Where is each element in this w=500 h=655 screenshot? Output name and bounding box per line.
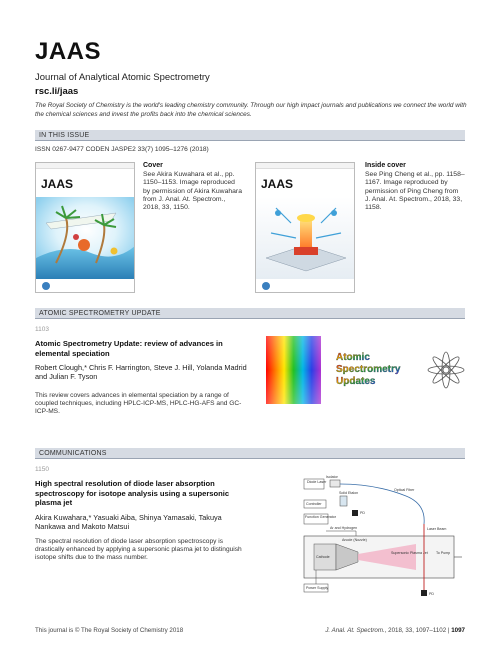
page-number: 1103 [35,326,49,333]
asu-logo-line-1: Atomic [336,352,370,363]
article-title-link[interactable]: High spectral resolution of diode laser absorption spectroscopy for isotope analysis using a supersonic plasma jet [35,479,230,507]
article-authors: Akira Kuwahara,* Yasuaki Aiba, Shinya Yamasaki, Takuya Nankawa and Makoto Matsui [35,513,222,531]
footer-citation: J. Anal. At. Spectrom., 2018, 33, 1097–1102 | 1097 [325,627,465,634]
inside-cover-thumb-title: JAAS [261,177,294,191]
asu-logo-line-2: Spectrometry [336,364,401,375]
issn-line: ISSN 0267-9477 CODEN JASPE2 33(7) 1095–1276 (2018) [35,146,209,153]
journal-name: Journal of Analytical Atomic Spectrometry [35,72,210,83]
footer-copyright: This journal is © The Royal Society of Chemistry 2018 [35,627,184,634]
page-number: 1150 [35,466,49,473]
inside-cover-title: Inside cover [365,162,406,169]
journal-url-link[interactable]: rsc.li/jaas [35,86,79,97]
atomic-spectrometry-update-graphic [266,336,476,404]
diagram-label-to-pump: To Pump [436,551,451,555]
asu-logo-line-3: Updates [336,376,376,387]
diagram-label-solid-etalon: Solid Etalon [339,491,359,495]
diagram-label-controller: Controller [306,502,322,506]
footer-page-number: 1097 [451,627,465,634]
section-heading-in-this-issue: IN THIS ISSUE [35,130,465,141]
cover-thumb-title: JAAS [41,177,74,191]
diagram-label-anode-nozzle: Anode (Nozzle) [342,538,367,542]
inside-cover-description: See Ping Cheng et al., pp. 1158–1167. Image reproduced by permission of Ping Cheng from J. Anal. At. Spectrom., 2018, 33, 1158. [365,171,465,212]
diagram-label-optical-fiber: Optical Fiber [394,488,415,492]
inside-cover-image [255,162,355,293]
cover-image [35,162,135,293]
diagram-label-isolator: Isolator [326,475,338,479]
diagram-label-pd-bottom: PD [429,592,434,596]
cover-artwork [36,163,135,293]
diagram-label-laser-beam: Laser Beam [427,527,447,531]
cover-description: See Akira Kuwahara et al., pp. 1150–1153. Image reproduced by permission of Akira Kuwahara from J. Anal. At. Spectrom., 2018, 33, 1150. [143,171,242,212]
article-authors: Robert Clough,* Chris F. Harrington, Steve J. Hill, Yolanda Madrid and Julian F. Tyson [35,363,247,381]
section-heading-communications: COMMUNICATIONS [35,448,465,459]
diagram-label-pd-top: PD [360,511,365,515]
section-heading-atomic-spectrometry-update: ATOMIC SPECTROMETRY UPDATE [35,308,465,319]
diagram-label-function-generator: Function Generator [305,515,336,519]
experimental-setup-diagram [296,474,466,604]
diagram-label-diode-laser: Diode Laser [307,480,327,484]
article-abstract: This review covers advances in elemental speciation by a range of coupled techniques, including HPLC-ICP-MS, HPLC-HG-AFS and GC-ICP-MS. [35,392,242,416]
inside-cover-caption [365,162,465,212]
rsc-blurb: The Royal Society of Chemistry is the world's leading chemistry community. Through our high impact journals and publications we connect the world with the chemical sciences and invest the profits back into the chemical sciences. [35,102,467,118]
footer-journal-abbrev: J. Anal. At. Spectrom. [325,627,385,634]
article-title-link[interactable]: Atomic Spectrometry Update: review of advances in elemental speciation [35,339,223,358]
cover-caption [143,162,243,212]
journal-logo: JAAS [35,38,102,65]
diagram-label-power-supply: Power Supply [306,586,329,590]
diagram-label-cathode: Cathode [316,555,330,559]
article-abstract: The spectral resolution of diode laser absorption spectroscopy is drastically enhanced by applying a supersonic plasma jet to distinguish isotope shifts due to the mass number. [35,538,242,562]
diagram-label-ar-hydrogen: Ar and Hydrogen [330,526,358,530]
footer-citation-rest: , 2018, 33, 1097–1102 [384,627,447,634]
atom-star-icon [428,352,464,388]
inside-cover-artwork [256,163,355,293]
cover-title: Cover [143,162,163,169]
diagram-label-plasma-jet: Supersonic Plasma Jet [391,551,428,555]
